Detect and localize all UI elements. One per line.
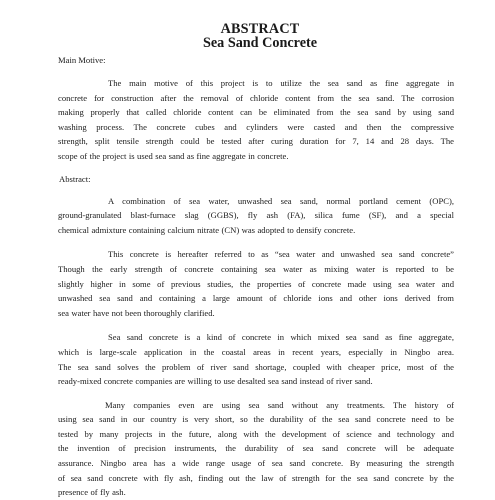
paragraph-line: Though the early strength of concrete containing sea water as mixing water is reported to be <box>58 263 454 274</box>
paragraph-line: washing process. The concrete cubes and cylinders were casted and then the compressive <box>58 121 454 132</box>
paragraph-line: The main motive of this project is to utilize the sea sand as fine aggregate in <box>108 78 454 88</box>
paragraph-line: chemical admixture containing calcium nitrate (CN) was adopted to densify concrete. <box>58 224 356 235</box>
paragraph-line: concrete for construction after the removal of chloride content from the sea sand. The corrosion <box>58 92 454 103</box>
document-subtitle: Sea Sand Concrete <box>202 35 318 51</box>
paragraph-line: assurance. Ningbo area has a wide range usage of sea sand concrete. By measuring the strength <box>58 458 454 469</box>
paragraph-line: strength, split tensile strength could be tested after curing duration for 7, 14 and 28 days. The <box>58 136 454 147</box>
abstract-label: Abstract: <box>59 173 91 184</box>
paragraph-line: unwashed sea sand and containing a large amount of chloride ions and other ions derived from <box>58 293 454 304</box>
abstract-paragraph-3 <box>58 330 454 388</box>
main-motive-paragraph <box>58 76 454 164</box>
paragraph-line: ready-mixed concrete companies are willing to use desalted sea sand instead of river sand. <box>58 376 373 387</box>
paragraph-line: Sea sand concrete is a kind of concrete in which mixed sea sand as fine aggregate, <box>108 332 454 343</box>
paragraph-line: tested by many projects in the future, along with the development of science and technology and <box>58 428 454 439</box>
paragraph-line: Many companies even are using sea sand without any treatments. The history of <box>105 399 454 410</box>
paragraph-line: ground-granulated blast-furnace slag (GGBS), fly ash (FA), silica fume (SF), and a special <box>58 210 454 221</box>
paragraph-line: presence of fly ash. <box>58 487 126 498</box>
main-motive-label: Main Motive: <box>58 55 106 65</box>
abstract-paragraph-1 <box>58 194 454 238</box>
paragraph-line: making properly that called chloride content can be eliminated from the sea sand by using sand <box>58 107 454 118</box>
paragraph-line: The sea sand solves the problem of river sand shortage, coupled with cheaper price, most of the <box>58 361 454 372</box>
abstract-paragraph-4 <box>58 398 454 500</box>
paragraph-line: A combination of sea water, unwashed sea sand, normal portland cement (OPC), <box>108 195 454 206</box>
paragraph-line: slightly higher in some of previous studies, the properties of concrete made using sea water and <box>58 278 454 289</box>
paragraph-line: sea water have not been thoroughly clarified. <box>58 307 215 318</box>
document-title: ABSTRACT <box>220 21 300 37</box>
paragraph-line: scope of the project is used sea sand as fine aggregate in concrete. <box>58 150 289 161</box>
paragraph-line: the invention of precision instruments, the durability of sea sand concrete will be adequate <box>58 443 454 454</box>
paragraph-line: using sea sand in our country is very short, so the durability of the sea sand concrete need to be <box>58 414 454 425</box>
paragraph-line: which is large-scale application in the coastal areas in recent years, especially in Ningbo area. <box>58 346 454 357</box>
abstract-paragraph-2 <box>58 247 454 320</box>
paragraph-line: of sea sand concrete with fly ash, finding out the law of strength for the sea sand concrete by the <box>58 472 454 483</box>
paragraph-line: This concrete is hereafter referred to as “sea water and unwashed sea sand concrete” <box>108 249 454 260</box>
